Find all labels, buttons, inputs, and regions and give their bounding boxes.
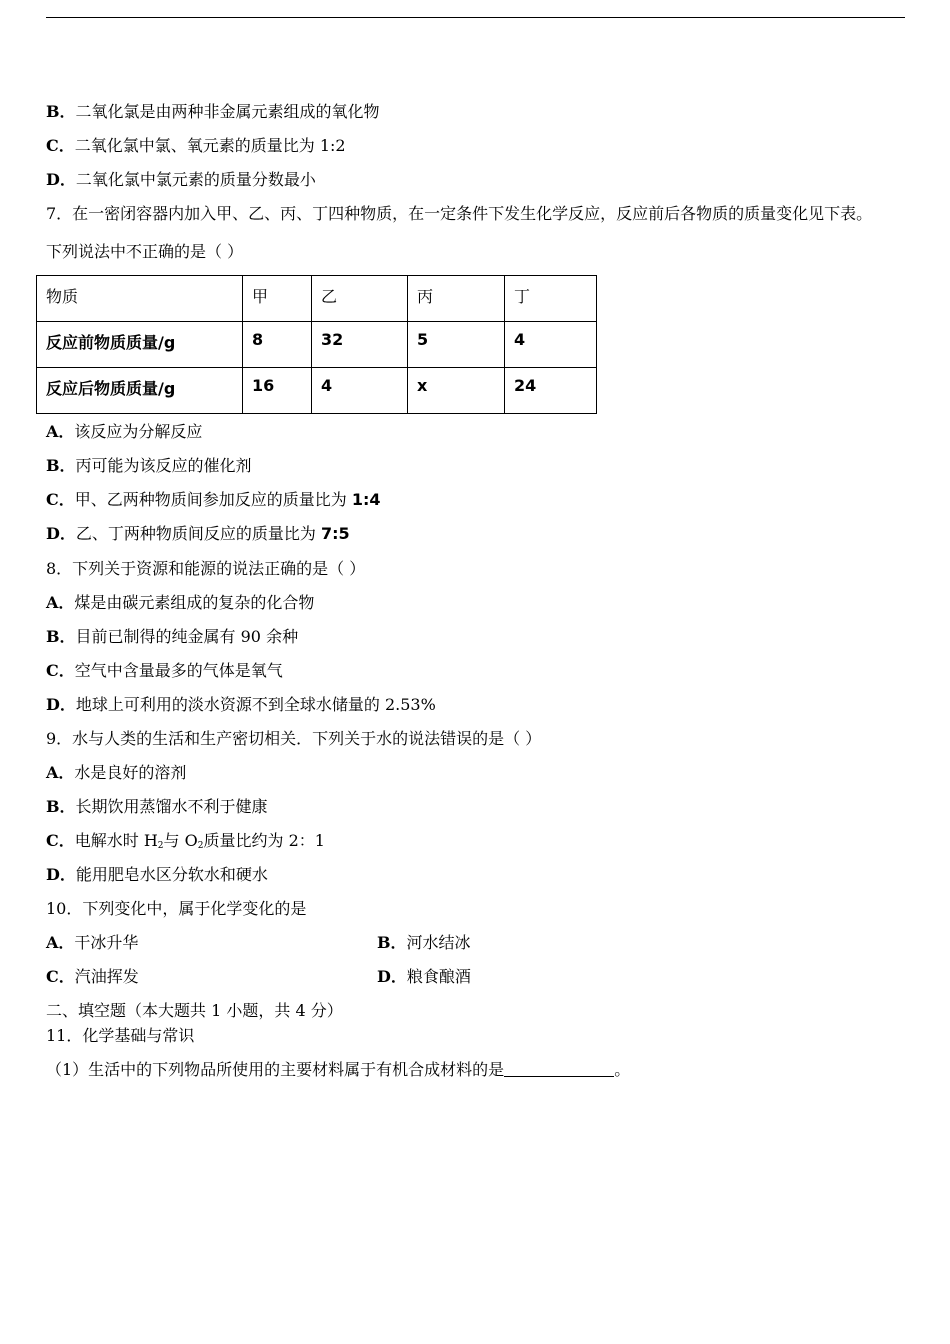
table-cell: 5 xyxy=(408,322,505,368)
q8-stem: 8．下列关于资源和能源的说法正确的是（ ） xyxy=(46,559,366,578)
table-cell: 32 xyxy=(312,322,408,368)
q9-option-a: A．水是良好的溶剂 xyxy=(46,763,187,782)
table-cell: 16 xyxy=(243,368,312,414)
table-cell: 24 xyxy=(505,368,597,414)
q10-option-d: D．粮食酿酒 xyxy=(377,967,471,986)
header-rule xyxy=(46,17,905,18)
section-heading: 二、填空题（本大题共 1 小题，共 4 分） xyxy=(46,1001,343,1020)
q10-option-b: B．河水结冰 xyxy=(377,933,471,952)
table-cell: 8 xyxy=(243,322,312,368)
q7-stem-line2: 下列说法中不正确的是（ ） xyxy=(46,242,244,261)
q6-option-b: B．二氧化氯是由两种非金属元素组成的氧化物 xyxy=(46,102,380,121)
q8-option-a: A．煤是由碳元素组成的复杂的化合物 xyxy=(46,593,315,612)
table-cell: 4 xyxy=(505,322,597,368)
table-cell: x xyxy=(408,368,505,414)
q8-option-b: B．目前已制得的纯金属有 90 余种 xyxy=(46,627,299,646)
q10-option-c: C．汽油挥发 xyxy=(46,967,139,986)
q7-option-c: C．甲、乙两种物质间参加反应的质量比为 1:4 xyxy=(46,490,381,509)
q7-option-d: D．乙、丁两种物质间反应的质量比为 7:5 xyxy=(46,524,350,543)
table-cell: 丁 xyxy=(505,276,597,322)
table-cell: 反应后物质质量/g xyxy=(37,368,243,414)
q9-option-d: D．能用肥皂水区分软水和硬水 xyxy=(46,865,268,884)
table-row xyxy=(37,322,597,368)
q7-stem-line1: 7．在一密闭容器内加入甲、乙、丙、丁四种物质，在一定条件下发生化学反应，反应前后各物质的质量变化见下表。 xyxy=(46,204,873,223)
q6-option-d: D．二氧化氯中氯元素的质量分数最小 xyxy=(46,170,316,189)
q7-option-b: B．丙可能为该反应的催化剂 xyxy=(46,456,252,475)
table-cell: 乙 xyxy=(312,276,408,322)
table-cell: 4 xyxy=(312,368,408,414)
table-cell: 甲 xyxy=(243,276,312,322)
table-cell: 丙 xyxy=(408,276,505,322)
q11-stem: 11．化学基础与常识 xyxy=(46,1026,195,1045)
q8-option-d: D．地球上可利用的淡水资源不到全球水储量的 2.53% xyxy=(46,695,436,714)
q6-option-c: C．二氧化氯中氯、氧元素的质量比为 1:2 xyxy=(46,136,346,155)
table-cell: 反应前物质质量/g xyxy=(37,322,243,368)
mass-change-table xyxy=(36,275,597,414)
q9-stem: 9．水与人类的生活和生产密切相关．下列关于水的说法错误的是（ ） xyxy=(46,729,542,748)
q10-option-a: A．干冰升华 xyxy=(46,933,139,952)
q11-part1: （1）生活中的下列物品所使用的主要材料属于有机合成材料的是 。 xyxy=(46,1060,631,1079)
q9-option-c: C．电解水时 $H_2$与 $O_2$质量比约为 2：1 xyxy=(46,831,325,851)
table-row xyxy=(37,368,597,414)
q10-stem: 10．下列变化中，属于化学变化的是 xyxy=(46,899,307,918)
q8-option-c: C．空气中含量最多的气体是氧气 xyxy=(46,661,283,680)
q7-option-a: A．该反应为分解反应 xyxy=(46,422,203,441)
answer-blank[interactable] xyxy=(504,1062,614,1077)
q9-option-b: B．长期饮用蒸馏水不利于健康 xyxy=(46,797,268,816)
table-header-row xyxy=(37,276,597,322)
table-cell: 物质 xyxy=(37,276,243,322)
